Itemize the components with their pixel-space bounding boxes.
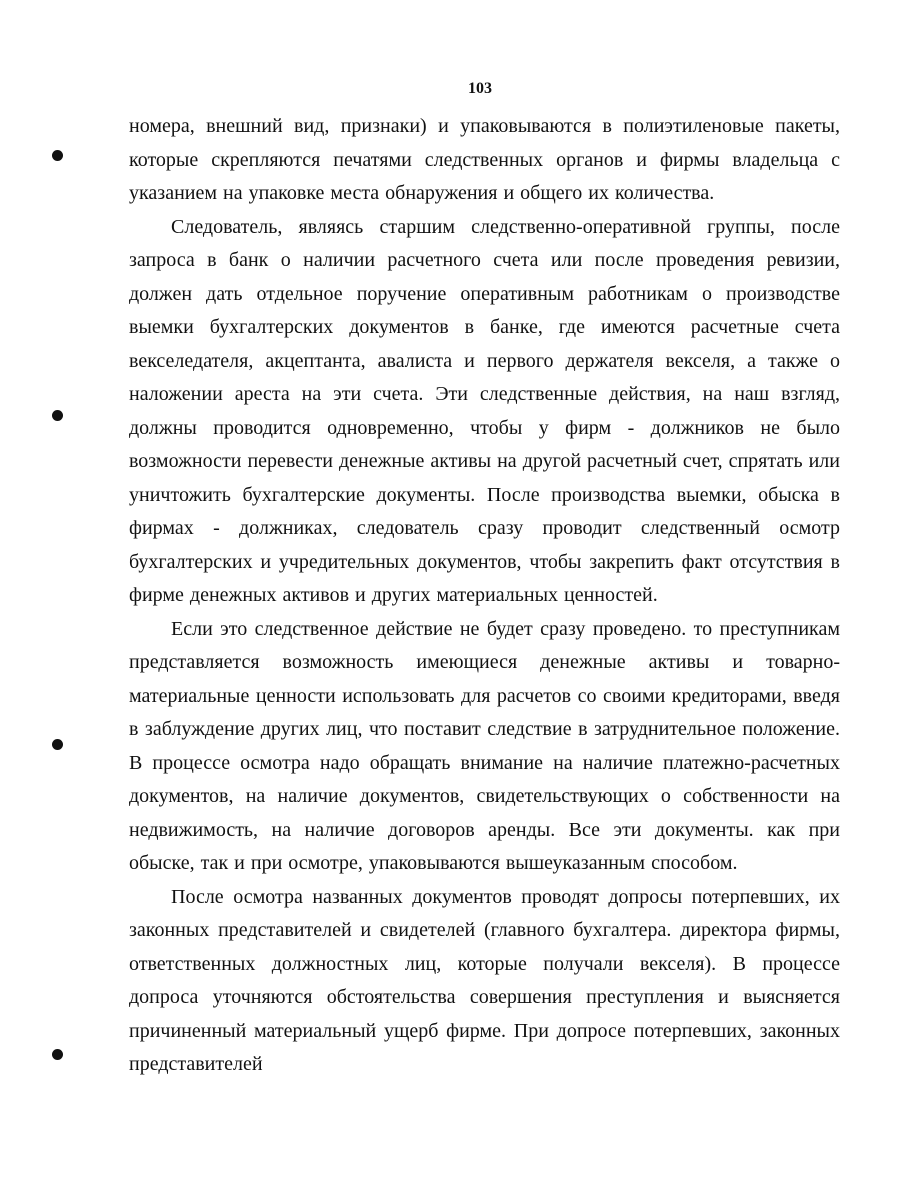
- binder-hole-mark: [52, 739, 63, 750]
- binder-hole-mark: [52, 410, 63, 421]
- paragraph: Следователь, являясь старшим следственно-оперативной группы, после запроса в банк о наличии расчетного счета или после проведения ревизии, должен дать отдельное поручение оперативным работникам о производстве выемки бухгалтерских документов в банке, где имеются расчетные счета векселедателя, акцептанта, авалиста и первого держателя векселя, а также о наложении ареста на эти счета. Эти следственные действия, на наш взгляд, должны проводится одновременно, чтобы у фирм - должников не было возможности перевести денежные активы на другой расчетный счет, спрятать или уничтожить бухгалтерские документы. После производства выемки, обыска в фирмах - должниках, следователь сразу проводит следственный осмотр бухгалтерских и учредительных документов, чтобы закрепить факт отсутствия в фирме денежных активов и других материальных ценностей.: [129, 215, 840, 606]
- paragraph: Если это следственное действие не будет сразу проведено. то преступникам представляется возможность имеющиеся денежные активы и товарно-материальные ценности использовать для расчетов со своими кредиторами, введя в заблуждение других лиц, что поставит следствие в затруднительное положение. В процессе осмотра надо обращать внимание на наличие платежно-расчетных документов, на наличие документов, свидетельствующих о собственности на недвижимость, на наличие договоров аренды. Все эти документы. как при обыске, так и при осмотре, упаковываются вышеуказанным способом.: [129, 617, 840, 874]
- binder-hole-mark: [52, 1049, 63, 1060]
- body-text: [129, 110, 840, 1082]
- paragraph: После осмотра названных документов проводят допросы потерпевших, их законных представителей и свидетелей (главного бухгалтера. директора фирмы, ответственных должностных лиц, которые получали векселя). В процессе допроса уточняются обстоятельства совершения преступления и выясняется причиненный материальный ущерб фирме. При допросе потерпевших, законных представителей: [129, 885, 840, 1075]
- paragraph: номера, внешний вид, признаки) и упаковываются в полиэтиленовые пакеты, которые скрепляются печатями следственных органов и фирмы владельца с указанием на упаковке места обнаружения и общего их количества.: [129, 115, 840, 204]
- binder-hole-mark: [52, 150, 63, 161]
- page-number: 103: [468, 80, 492, 97]
